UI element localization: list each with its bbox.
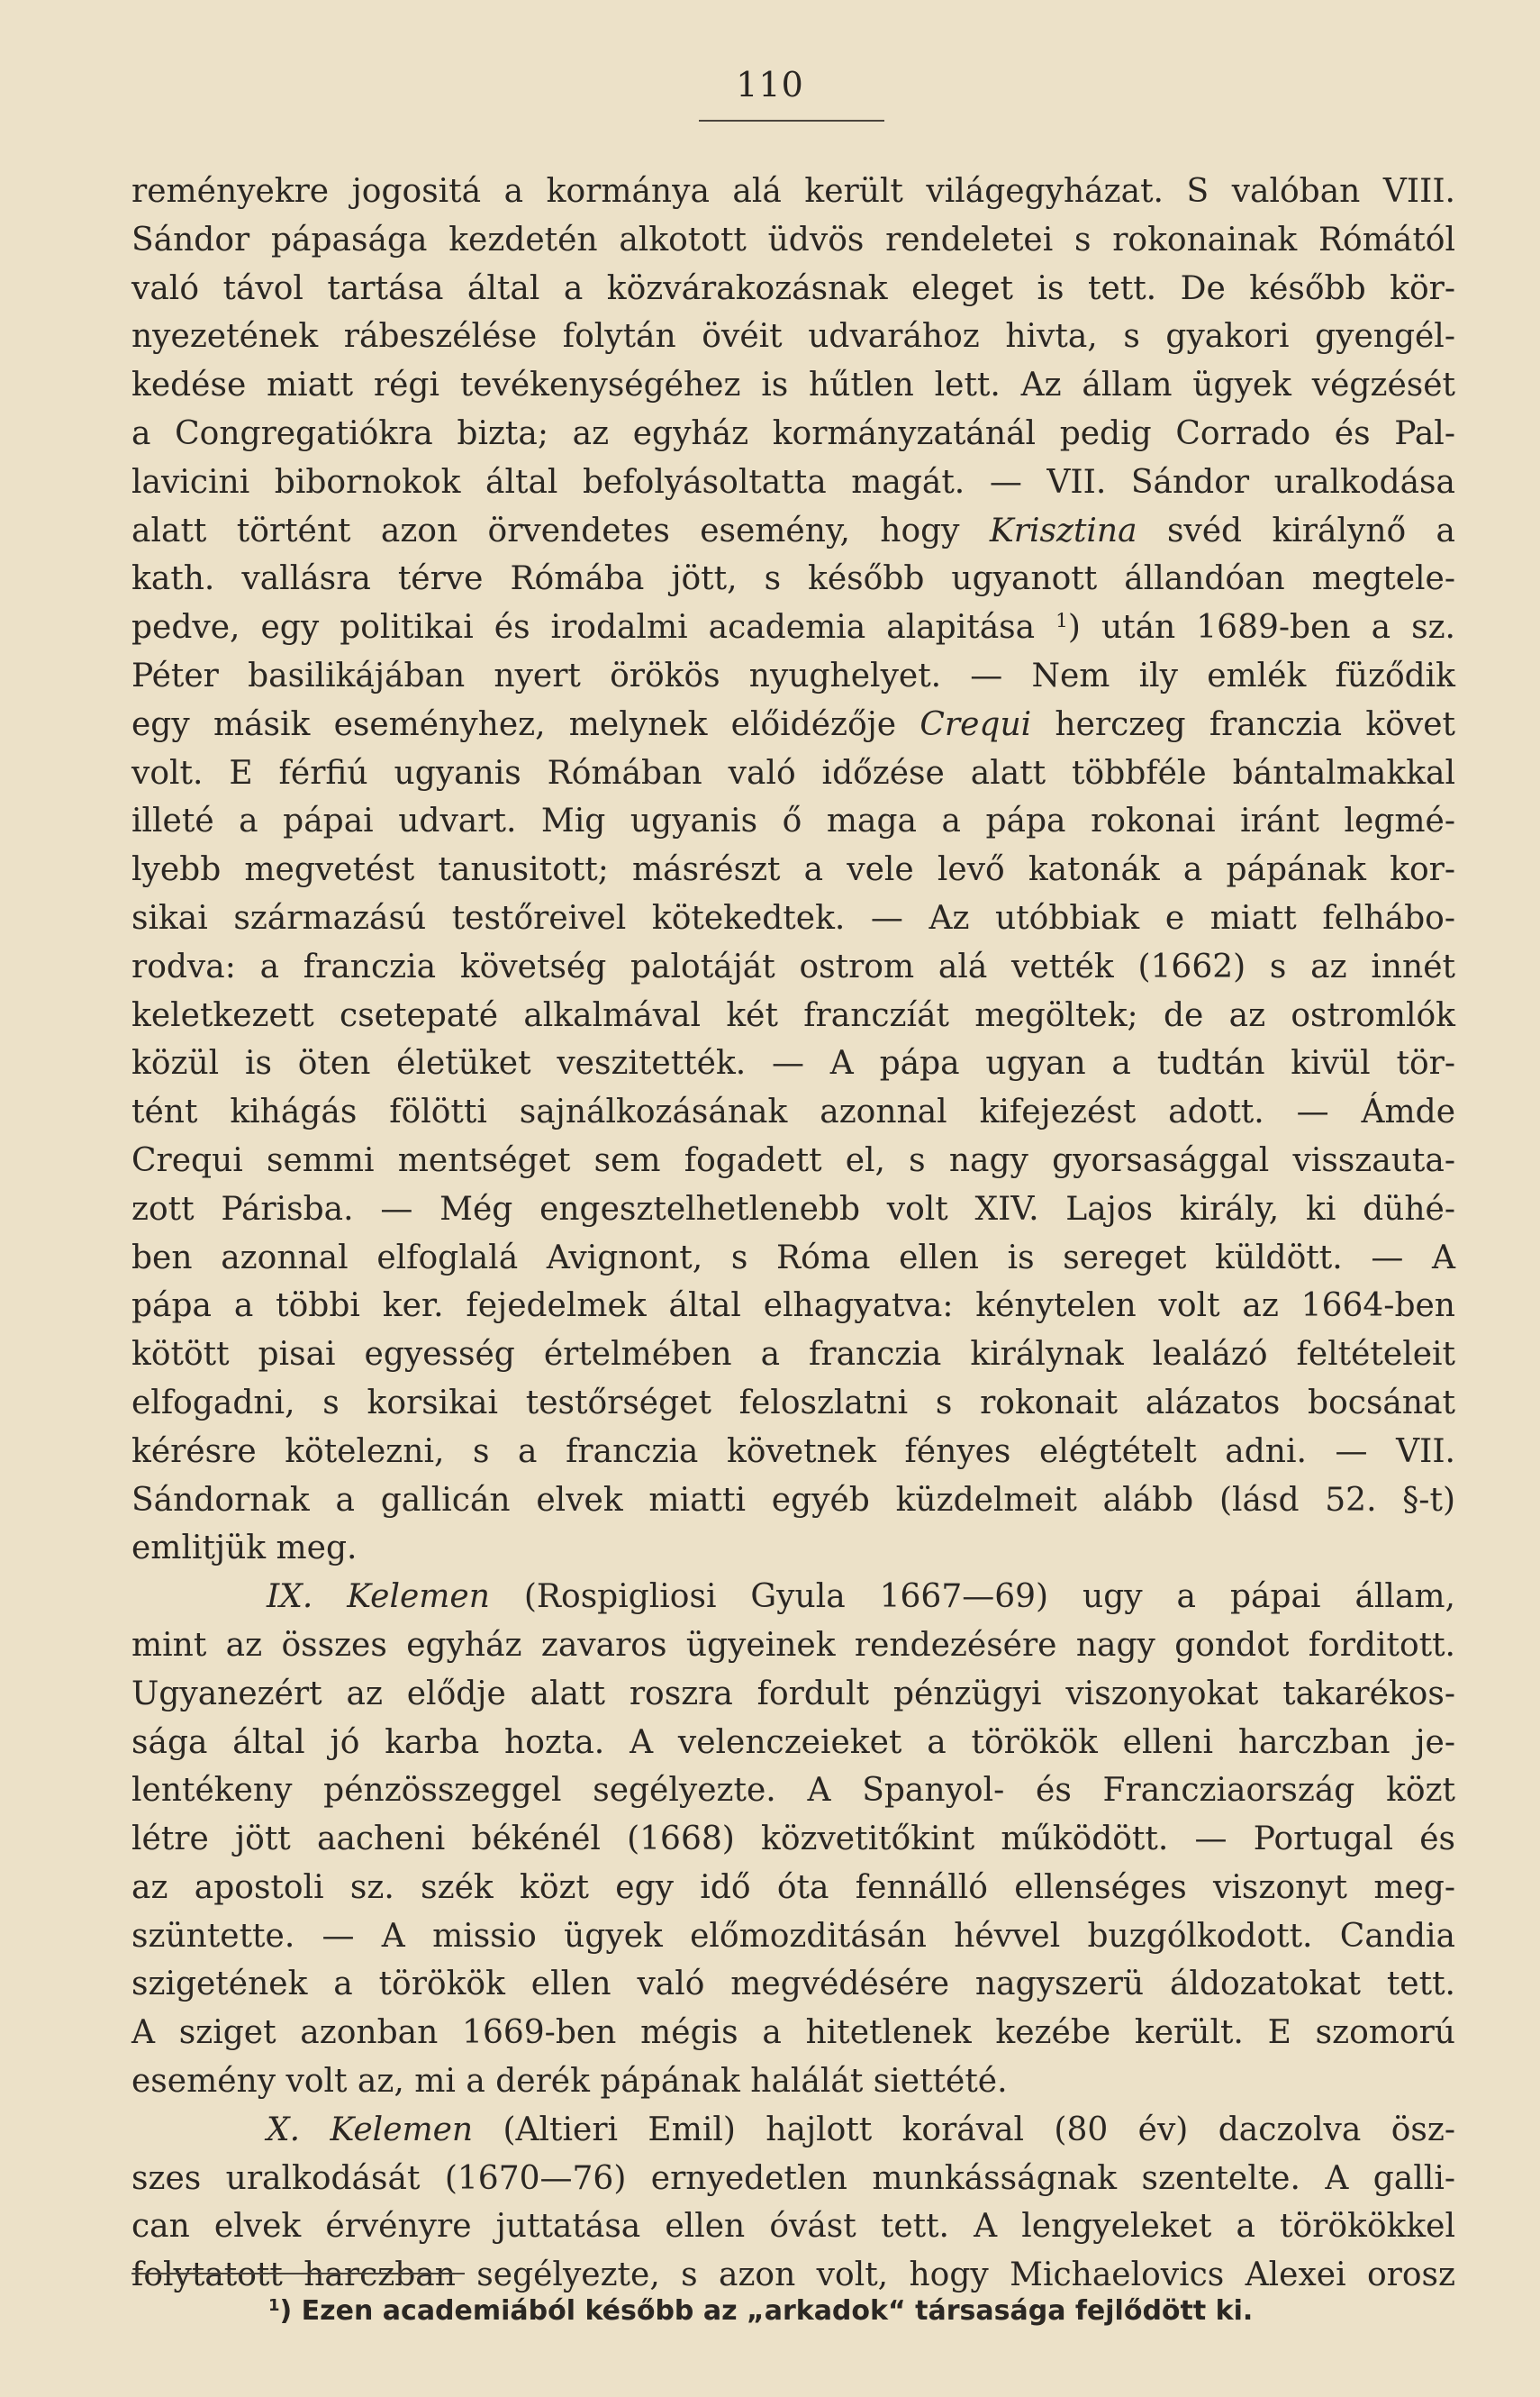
text-line	[131, 1815, 1455, 1864]
line-text: nyezetének rábeszélése folytán övéit udvarához hivta, s gyakori gyengél-	[131, 318, 1455, 356]
text-line	[131, 701, 1455, 749]
text-line	[131, 749, 1455, 798]
text-line	[131, 1282, 1455, 1330]
text-line	[131, 1476, 1455, 1525]
text-line	[131, 313, 1455, 361]
line-text: Sándor pápasága kezdetén alkotott üdvös rendeletei s rokonainak Rómától	[131, 221, 1455, 259]
line-text: ben azonnal elfoglalá Avignont, s Róma ellen is sereget küldött. — A	[131, 1239, 1455, 1276]
text-line	[131, 361, 1455, 410]
text-line	[131, 2106, 1455, 2155]
italic-name: IX. Kelemen	[267, 1578, 490, 1616]
text-line	[131, 2251, 1455, 2300]
text-line	[131, 943, 1455, 992]
line-text: kath. vallásra térve Rómába jött, s később ugyanott állandóan megtele-	[131, 560, 1455, 598]
line-text: ) után 1689-ben a sz.	[1067, 609, 1455, 647]
line-text: szigetének a törökök ellen való megvédésére nagyszerü áldozatokat tett.	[131, 1966, 1455, 2003]
text-line	[131, 1719, 1455, 1767]
line-text: kötött pisai egyesség értelmében a franczia királynak lealázó feltételeit	[131, 1336, 1455, 1374]
line-text: sága által jó karba hozta. A velenczeieket a törökök elleni harczban je-	[131, 1723, 1455, 1761]
italic-name: X. Kelemen	[267, 2111, 474, 2148]
line-text: pápa a többi ker. fejedelmek által elhagyatva: kénytelen volt az 1664-ben	[131, 1287, 1455, 1325]
line-text: lentékeny pénzösszeggel segélyezte. A Spanyol- és Francziaország közt	[131, 1772, 1455, 1810]
line-text: esemény volt az, mi a derék pápának halálát siettété.	[131, 2063, 1008, 2101]
line-text: közül is öten életüket veszitették. — A pápa ugyan a tudtán kivül tör-	[131, 1045, 1455, 1083]
text-line	[131, 1766, 1455, 1815]
body-text	[131, 168, 1455, 2300]
header-rule	[699, 120, 884, 122]
line-text: folytatott harczban segélyezte, s azon volt, hogy Michaelovics Alexei orosz	[131, 2256, 1455, 2294]
text-line	[131, 459, 1455, 507]
text-line	[131, 1234, 1455, 1283]
text-line	[131, 604, 1455, 652]
line-text: sikai származású testőreivel kötekedtek. — Az utóbbiak e miatt felhábo-	[131, 899, 1455, 937]
line-text: lavicini bibornokok által befolyásoltatta magát. — VII. Sándor uralkodása	[131, 463, 1455, 501]
text-line	[131, 216, 1455, 265]
text-line	[131, 992, 1455, 1040]
text-line	[131, 1088, 1455, 1137]
italic-name: Krisztina	[989, 512, 1137, 549]
text-line	[131, 1670, 1455, 1719]
line-text: Péter basilikájában nyert örökös nyughelyet. — Nem ily emlék füződik	[131, 657, 1455, 695]
text-line	[131, 1185, 1455, 1234]
text-line	[131, 410, 1455, 459]
line-text: illeté a pápai udvart. Mig ugyanis ő maga a pápa rokonai iránt legmé-	[131, 803, 1455, 840]
text-line	[131, 1137, 1455, 1185]
line-text: szüntette. — A missio ügyek előmozditásán hévvel buzgólkodott. Candia	[131, 1917, 1455, 1955]
line-text: a Congregatiókra bizta; az egyház kormányzatánál pedig Corrado és Pal-	[131, 414, 1455, 452]
text-line	[131, 507, 1455, 556]
text-line	[131, 1428, 1455, 1476]
line-text: rodva: a franczia követség palotáját ostrom alá vették (1662) s az innét	[131, 948, 1455, 985]
text-line	[131, 1621, 1455, 1670]
line-text: egy másik eseményhez, melynek előidézője	[131, 705, 920, 743]
line-text: kérésre kötelezni, s a franczia követnek fényes elégtételt adni. — VII.	[131, 1432, 1455, 1470]
text-line	[131, 1960, 1455, 2009]
italic-name: Crequi	[919, 705, 1032, 743]
line-text: keletkezett csetepaté alkalmával két franczíát megöltek; de az ostromlók	[131, 996, 1455, 1034]
text-line	[131, 265, 1455, 313]
line-text: svéd királynő a	[1137, 512, 1456, 549]
text-line	[131, 846, 1455, 894]
text-line	[131, 1573, 1455, 1621]
page-number: 110	[736, 65, 804, 104]
line-text: A sziget azonban 1669-ben mégis a hitetlenek kezébe került. E szomorú	[131, 2014, 1455, 2052]
line-text: mint az összes egyház zavaros ügyeinek rendezésére nagy gondot forditott.	[131, 1626, 1455, 1664]
line-text: herczeg franczia követ	[1031, 705, 1455, 743]
line-text: szes uralkodását (1670—76) ernyedetlen munkásságnak szentelte. A galli-	[131, 2159, 1455, 2197]
text-line	[131, 1524, 1455, 1573]
footnote-marker: 1	[268, 2296, 280, 2316]
line-text: zott Párisba. — Még engesztelhetlenebb volt XIV. Lajos király, ki dühé-	[131, 1190, 1455, 1228]
text-line	[131, 1379, 1455, 1428]
line-text: tént kihágás fölötti sajnálkozásának azonnal kifejezést adott. — Ámde	[131, 1094, 1455, 1131]
line-text: pedve, egy politikai és irodalmi academia alapitása	[131, 609, 1056, 647]
text-line	[131, 2202, 1455, 2251]
line-text: can elvek érvényre juttatása ellen óvást tett. A lengyeleket a törökökkel	[131, 2208, 1455, 2246]
line-text: Crequi semmi mentséget sem fogadett el, s nagy gyorsasággal visszauta-	[131, 1141, 1455, 1179]
line-text: (Altieri Emil) hajlott korával (80 év) daczolva ösz-	[473, 2111, 1455, 2148]
text-line	[131, 555, 1455, 604]
text-line	[131, 652, 1455, 701]
text-line	[131, 2057, 1455, 2106]
footnote-ref: 1	[1055, 610, 1068, 633]
text-line	[131, 1330, 1455, 1379]
line-text: alatt történt azon örvendetes esemény, hogy	[131, 512, 990, 549]
footnote	[268, 2295, 1253, 2327]
line-text: kedése miatt régi tevékenységéhez is hűtlen lett. Az állam ügyek végzését	[131, 367, 1455, 404]
line-text: reményekre jogositá a kormánya alá került világegyházat. S valóban VIII.	[131, 173, 1455, 210]
text-line	[131, 797, 1455, 846]
text-line	[131, 1040, 1455, 1088]
line-text: (Rospigliosi Gyula 1667—69) ugy a pápai állam,	[489, 1578, 1455, 1616]
line-text: való távol tartása által a közvárakozásnak eleget is tett. De később kör-	[131, 269, 1455, 307]
text-line	[131, 1912, 1455, 1961]
text-line	[131, 2009, 1455, 2057]
text-line	[131, 894, 1455, 943]
text-line	[131, 1864, 1455, 1912]
line-text: Ugyanezért az elődje alatt roszra fordult pénzügyi viszonyokat takarékos-	[131, 1675, 1455, 1712]
line-text: elfogadni, s korsikai testőrséget feloszlatni s rokonait alázatos bocsánat	[131, 1384, 1455, 1421]
footnote-rule	[131, 2273, 465, 2274]
text-line	[131, 168, 1455, 216]
line-text: emlitjük meg.	[131, 1530, 358, 1567]
line-text: az apostoli sz. szék közt egy idő óta fennálló ellenséges viszonyt meg-	[131, 1868, 1455, 1906]
line-text: létre jött aacheni békénél (1668) közvetitőkint működött. — Portugal és	[131, 1820, 1455, 1858]
line-text: lyebb megvetést tanusitott; másrészt a vele levő katonák a pápának kor-	[131, 851, 1455, 889]
text-line	[131, 2155, 1455, 2203]
line-text: Sándornak a gallicán elvek miatti egyéb küzdelmeit alább (lásd 52. §-t)	[131, 1481, 1455, 1519]
footnote-text: ) Ezen academiából később az „arkadok“ társasága fejlődött ki.	[279, 2295, 1254, 2327]
line-text: volt. E férfiú ugyanis Rómában való időzése alatt többféle bántalmakkal	[131, 754, 1455, 792]
